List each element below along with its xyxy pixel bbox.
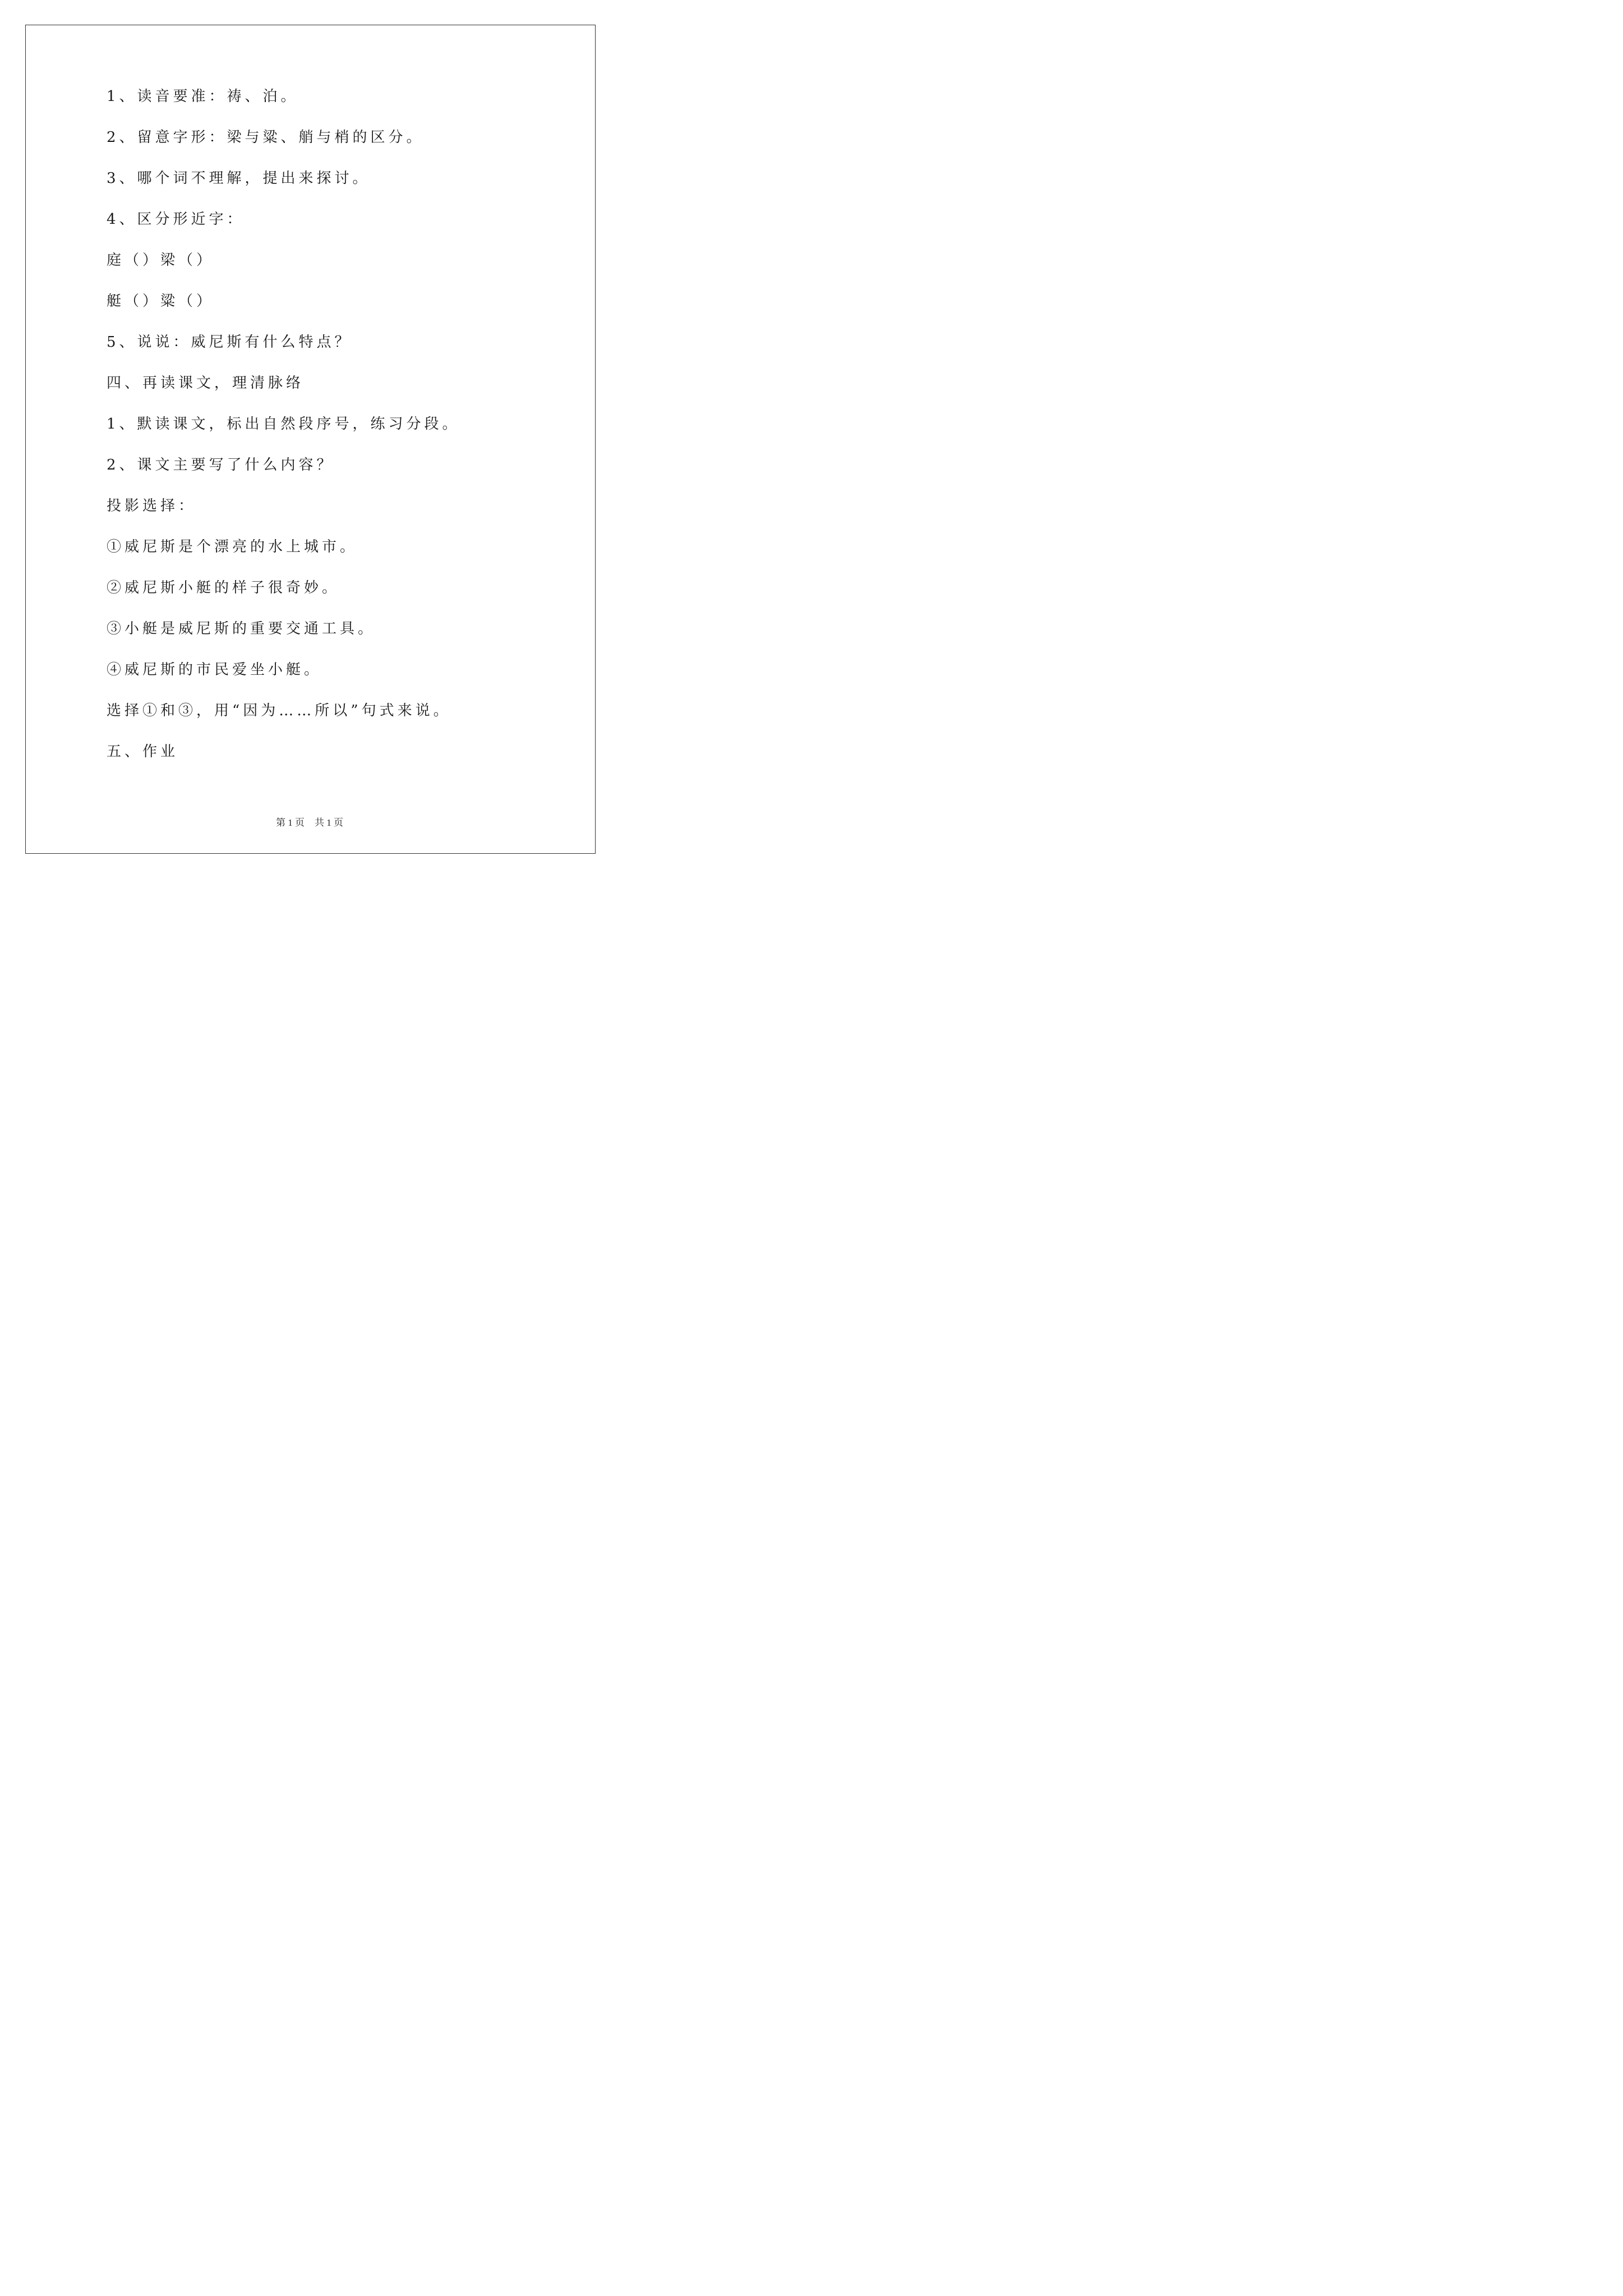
section-heading-5: 五、作业 — [107, 743, 179, 760]
line-7: 5、说说：威尼斯有什么特点？ — [107, 334, 353, 351]
option-4: ④威尼斯的市民爱坐小艇。 — [107, 661, 322, 678]
option-1: ①威尼斯是个漂亮的水上城市。 — [107, 539, 358, 555]
line-9: 1、默读课文，标出自然段序号，练习分段。 — [107, 416, 460, 432]
page-number-current: 第 1 页 — [276, 817, 305, 828]
line-4: 4、区分形近字： — [107, 211, 245, 228]
line-11: 投影选择： — [107, 498, 197, 514]
line-16: 选择①和③，用“因为……所以”句式来说。 — [107, 702, 451, 719]
section-heading-4: 四、再读课文，理清脉络 — [107, 375, 305, 392]
option-2: ②威尼斯小艇的样子很奇妙。 — [107, 579, 340, 596]
line-1: 1、读音要准：祷、泊。 — [107, 88, 299, 105]
line-3: 3、哪个词不理解，提出来探讨。 — [107, 170, 371, 187]
line-5: 庭（）梁（） — [107, 252, 215, 269]
line-2: 2、留意字形：梁与粱、艄与梢的区分。 — [107, 129, 425, 146]
page-number-total: 共 1 页 — [315, 817, 343, 828]
line-10: 2、课文主要写了什么内容？ — [107, 457, 335, 473]
option-3: ③小艇是威尼斯的重要交通工具。 — [107, 620, 376, 637]
page-footer — [0, 815, 619, 829]
document-body — [107, 84, 583, 780]
line-6: 艇（）粱（） — [107, 293, 215, 310]
